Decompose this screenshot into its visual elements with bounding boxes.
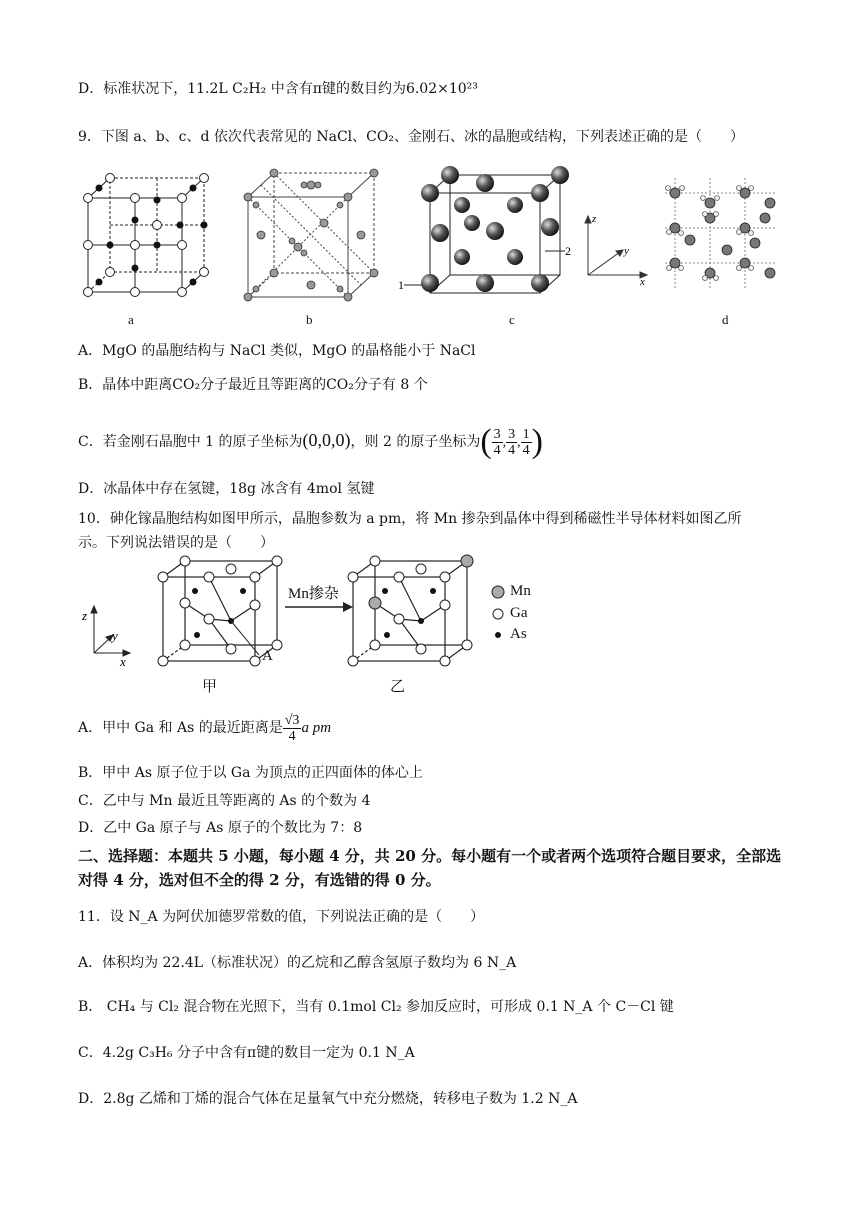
figure-d-label: d bbox=[722, 312, 729, 327]
q11-option-b: B． CH₄ 与 Cl₂ 混合物在光照下，当有 0.1mol Cl₂ 参加反应时，可形成 0.1 N_A 个 C－Cl 键 bbox=[78, 999, 674, 1015]
q9-option-c-mid: ，则 2 的原子坐标为 bbox=[350, 434, 481, 450]
figure-c-label: c bbox=[509, 312, 515, 327]
fig10-axis-z: z bbox=[82, 608, 88, 623]
frac-sqrt3-4: $\frac{√3}{4}$ bbox=[284, 712, 300, 744]
figure-yi-label: 乙 bbox=[390, 679, 406, 695]
q9-option-c-coord1: (0,0,0) bbox=[302, 430, 351, 450]
q10-option-a bbox=[78, 708, 331, 748]
figure-a-nacl bbox=[80, 170, 215, 300]
legend-markers bbox=[488, 582, 508, 644]
section-2-heading: 二、选择题：本题共 5 小题，每小题 4 分，共 20 分。每小题有一个或者两个选项符合题目要求，全部选对得 4 分，选对但不全的得 2 分，有选错的得 0 分。 bbox=[78, 847, 782, 889]
fig10-axis-x: x bbox=[120, 654, 126, 669]
frac-3-4-a: $\frac{3}{4}$ bbox=[493, 426, 501, 458]
q10-option-b: B．甲中 As 原子位于以 Ga 为顶点的正四面体的体心上 bbox=[78, 765, 423, 781]
q9-option-c-text: C．若金刚石晶胞中 1 的原子坐标为 bbox=[78, 434, 303, 450]
q10-option-d: D．乙中 Ga 原子与 As 原子的个数比为 7：8 bbox=[78, 820, 363, 836]
q10-option-a-text: A．甲中 Ga 和 As 的最近距离是 bbox=[78, 720, 283, 736]
fig10-axis-y: y bbox=[112, 628, 118, 643]
q9-option-c: C．若金刚石晶胞中 1 的原子坐标为(0,0,0)，则 2 的原子坐标为( $\frac{3}{4}$ , $\frac{3}{4}$ , $\frac{1}{4}$ ) bbox=[78, 423, 543, 460]
figure-c-diamond bbox=[400, 165, 580, 300]
figure10-axes bbox=[82, 598, 132, 668]
point-a-label: A bbox=[262, 648, 273, 664]
q9-stem: 9．下图 a、b、c、d 依次代表常见的 NaCl、CO₂、金刚石、冰的晶胞或结构，下列表述正确的是（ ） bbox=[78, 129, 744, 145]
q11-option-d: D．2.8g 乙烯和丁烯的混合气体在足量氧气中充分燃烧，转移电子数为 1.2 N_A bbox=[78, 1091, 578, 1107]
q11-option-a: A．体积均为 22.4L（标准状况）的乙烷和乙醇含氢原子数均为 6 N_A bbox=[78, 955, 517, 971]
frac-1-4: $\frac{1}{4}$ bbox=[522, 426, 530, 458]
axis-y-label: y bbox=[624, 245, 629, 257]
figure-c-mark-2: 2 bbox=[565, 244, 571, 258]
axis-x-label: x bbox=[640, 276, 645, 288]
figure-axes-xyz bbox=[578, 210, 653, 288]
q11-stem: 11．设 N_A 为阿伏加德罗常数的值，下列说法正确的是（ ） bbox=[78, 909, 485, 925]
q10-stem-line1: 10．砷化镓晶胞结构如图甲所示，晶胞参数为 a pm，将 Mn 掺杂到晶体中得到稀磁性半导体材料如图乙所 bbox=[78, 511, 742, 527]
figure-a-label: a bbox=[128, 312, 134, 327]
figure-c-mark-1: 1 bbox=[398, 278, 404, 292]
figure-jia-label: 甲 bbox=[202, 679, 218, 695]
q9-option-b: B．晶体中距离CO₂分子最近且等距离的CO₂分子有 8 个 bbox=[78, 377, 428, 393]
figure-b-label: b bbox=[306, 312, 313, 327]
q11-option-c: C．4.2g C₃H₆ 分子中含有π键的数目一定为 0.1 N_A bbox=[78, 1045, 415, 1061]
q9-option-a: A．MgO 的晶胞结构与 NaCl 类似，MgO 的晶格能小于 NaCl bbox=[78, 343, 476, 359]
figure-d-ice bbox=[655, 168, 785, 298]
mn-doping-label: Mn掺杂 bbox=[288, 586, 339, 602]
figure-yi-mn-doped bbox=[345, 555, 470, 670]
legend-as: As bbox=[510, 626, 527, 642]
frac-3-4-b: $\frac{3}{4}$ bbox=[508, 426, 516, 458]
q8-option-d: D．标准状况下，11.2L C₂H₂ 中含有π键的数目约为6.02×10²³ bbox=[78, 81, 478, 97]
legend-mn: Mn bbox=[510, 583, 531, 599]
q10-option-c: C．乙中与 Mn 最近且等距离的 As 的个数为 4 bbox=[78, 793, 371, 809]
q9-option-d: D．冰晶体中存在氢键，18g 冰含有 4mol 氢键 bbox=[78, 481, 375, 497]
figure-b-co2 bbox=[240, 165, 385, 300]
legend-ga: Ga bbox=[510, 605, 528, 621]
q10-stem-line2: 示。下列说法错误的是（ ） bbox=[78, 535, 274, 551]
q10-option-a-unit: a pm bbox=[301, 720, 332, 736]
axis-z-label: z bbox=[592, 213, 597, 225]
